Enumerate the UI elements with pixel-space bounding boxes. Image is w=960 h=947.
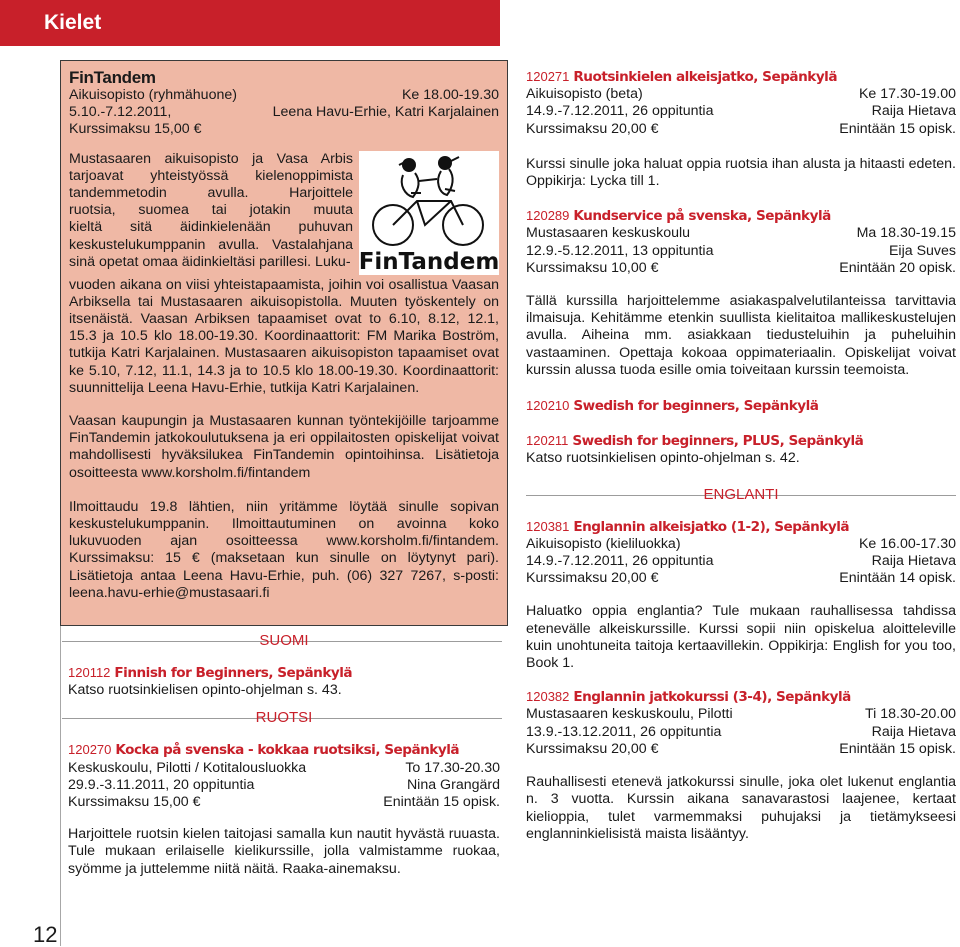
info-row: 5.10.-7.12.2011, Leena Havu-Erhie, Katri Karjalainen [69, 104, 499, 121]
fintandem-paragraph: vuoden aikana on viisi yhteistapaamista, joihin voi osallistua Vaasan Arbiksella tai Mustasaaren aikuisopistolla. Muuten työskentely on itsenäistä. Vaasan Arbiksen tapaamiset ovat to 6.10, 8.12, 12.1, 15.3 ja 10.5 klo 18.00-19.30. Koordinaattorit: FM Marika Boström, tutkija Katri Karjalainen. Mustasaaren aikuisopiston tapaamiset ovat ke 5.10, 7.12, 11.1, 14.3 ja to 10.5 klo 18.00-19.30. Koordinaattorit: suunnittelija Leena Havu-Erhie, tutkija Katri Karjalainen. [69, 276, 499, 396]
fintandem-intro: Mustasaaren aikuisopisto ja Vasa Arbis tarjoavat yhteistyössä kielenoppimista tandemmetodin avulla. Harjoittele ruotsia, suomea tai jotakin muuta kieltä sitä äidinkielenään puhuvan keskustelukumppanin avulla. Vastalahjana [69, 150, 353, 253]
fintandem-paragraph: Vaasan kaupungin ja Mustasaaren kunnan työntekijöille tarjoamme FinTandemin jatkokoulutuksena ja eri oppilaitosten opiskelijat voivat mahdollisesti hyväksilukea FinTandemin opintoihinsa. Lisätietoja osoitteesta www.korsholm.fi/fintandem [69, 413, 499, 481]
header-banner [0, 0, 500, 46]
course-description: Kurssi sinulle joka haluat oppia ruotsia ihan alusta ja hitaasti edeten. Oppikirja: Lycka till 1. [526, 155, 956, 190]
page-number: 12 [33, 922, 58, 947]
course-description: Tällä kurssilla harjoittelemme asiakaspalvelutilanteissa tarvittavia ilmaisuja. Kehitämme etenkin suullista kielitaitoa mallikeskustelujen avulla. Aiheina mm. asiakkaan tiedusteluihin ja puheluihin vastaaminen. Opettaja kokoaa oppimateriaalin. Opiskelijat voivat kurssin alussa tuoda esille omia toiveitaan kurssin teemoista. [526, 293, 956, 378]
fintandem-title: FinTandem [69, 68, 156, 87]
course-title: 120210 Swedish for beginners, Sepänkylä [526, 398, 819, 415]
section-heading-suomi: SUOMI [259, 632, 309, 649]
course-row: Mustasaaren keskuskoulu Ma 18.30-19.15 [526, 225, 956, 242]
course-title: 120381 Englannin alkeisjatko (1-2), Sepänkylä [526, 518, 850, 535]
course-row: 14.9.-7.12.2011, 26 oppituntia Raija Hietava [526, 553, 956, 570]
course-row: Mustasaaren keskuskoulu, Pilotti Ti 18.30-20.00 [526, 706, 956, 723]
page-title: Kielet [44, 11, 102, 34]
info-row: Kurssimaksu 15,00 € [69, 121, 202, 138]
fintandem-intro-last: sinä opetat omaa äidinkieltäsi parillesi. Luku- [69, 253, 351, 270]
course-title: 120289 Kundservice på svenska, Sepänkylä [526, 208, 831, 225]
course-description: Harjoittele ruotsin kielen taitojasi samalla kun nautit hyvästä ruuasta. Tule mukaan erilaiselle kielikurssille, jolla valmistamme ruokaa, syömme ja juttelemme niitä näitä. Raaka-ainemaksu. [68, 826, 500, 877]
course-row: Kurssimaksu 20,00 € Enintään 15 opisk. [526, 120, 956, 137]
course-note: Katso ruotsinkielisen opinto-ohjelman s. 42. [526, 450, 800, 467]
course-title: 120382 Englannin jatkokurssi (3-4), Sepänkylä [526, 689, 851, 706]
fintandem-signup: Ilmoittaudu 19.8 lähtien, niin yritämme löytää sinulle sopivan keskustelukumppanin. Ilmoittautuminen on avoinna koko lukuvuoden ajan osoitteessa www.korsholm.fi/fintandem. Kurssimaksu: 15 € (maksetaan kun sinulle on löytynyt pari). Lisätietoja antaa Leena Havu-Erhie, puh. (06) 327 7267, s-posti: leena.havu-erhie@mustasaari.fi [69, 498, 499, 601]
course-title: 120112 Finnish for Beginners, Sepänkylä [68, 665, 353, 681]
course-description: Rauhallisesti etenevä jatkokurssi sinulle, joka olet lukenut englantia n. 3 vuotta. Kurssin aikana sanavarastosi laajenee, kertaat kielioppia, tulet varmemmaksi puhujaksi ja tietämykseesi englanninkielisistä maista lisääntyy. [526, 774, 956, 842]
logo-lettering: FinTandem [359, 248, 499, 275]
course-description: Haluatko oppia englantia? Tule mukaan rauhallisessa tahdissa etenevälle alkeiskurssille. Kurssi sopii niin opiskelua aloitteleville kuin unohtuneita taitoja kertaavillekin. Oppikirja: English for you too, Book 1. [526, 603, 956, 672]
course-title: 120270 Kocka på svenska - kokkaa ruotsiksi, Sepänkylä [68, 742, 460, 759]
left-column [68, 632, 500, 878]
course-row: 12.9.-5.12.2011, 13 oppituntia Eija Suves [526, 242, 956, 259]
right-column [526, 68, 956, 843]
course-row: Kurssimaksu 20,00 € Enintään 14 opisk. [526, 570, 956, 587]
course-row: 29.9.-3.11.2011, 20 oppituntia Nina Grangärd [68, 776, 500, 793]
course-row: Aikuisopisto (beta) Ke 17.30-19.00 [526, 86, 956, 103]
section-heading-ruotsi: RUOTSI [255, 709, 313, 727]
course-title: 120211 Swedish for beginners, PLUS, Sepänkylä [526, 433, 864, 450]
course-row: 13.9.-13.12.2011, 26 oppituntia Raija Hietava [526, 723, 956, 740]
course-row: Kurssimaksu 20,00 € Enintään 15 opisk. [526, 740, 956, 757]
info-row: Aikuisopisto (ryhmähuone) Ke 18.00-19.30 [69, 87, 499, 103]
section-heading-englanti: ENGLANTI [703, 485, 779, 503]
course-row: Aikuisopisto (kieliluokka) Ke 16.00-17.30 [526, 535, 956, 552]
fintandem-logo [359, 151, 499, 275]
course-row: Kurssimaksu 10,00 € Enintään 20 opisk. [526, 259, 956, 276]
course-title: 120271 Ruotsinkielen alkeisjatko, Sepänkylä [526, 69, 838, 85]
course-row: Keskuskoulu, Pilotti / Kotitalousluokka To 17.30-20.30 [68, 759, 500, 776]
course-note: Katso ruotsinkielisen opinto-ohjelman s. 43. [68, 682, 342, 699]
fintandem-box [60, 60, 508, 626]
course-row: Kurssimaksu 15,00 € Enintään 15 opisk. [68, 794, 500, 811]
course-row: 14.9.-7.12.2011, 26 oppituntia Raija Hietava [526, 103, 956, 120]
